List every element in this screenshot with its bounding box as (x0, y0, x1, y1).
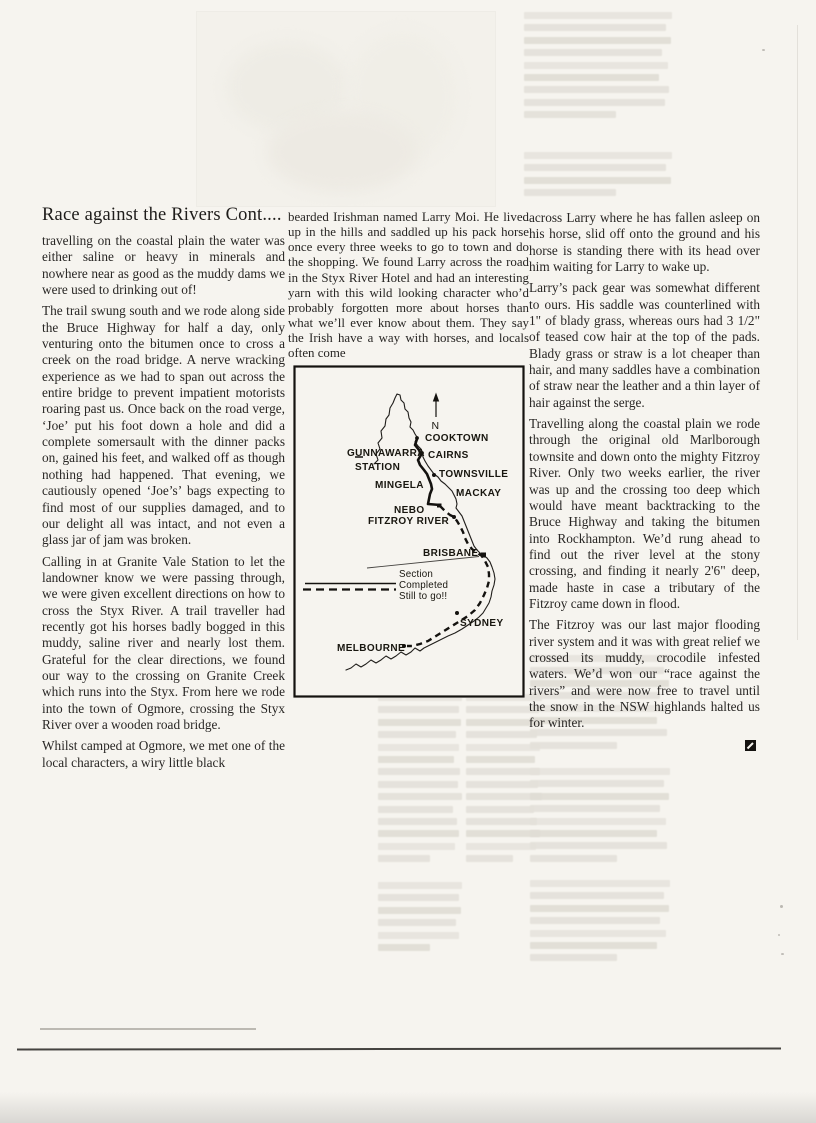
article-column-3 (529, 210, 760, 753)
bleedthrough-photo (197, 12, 495, 206)
map-label-nebo: NEBO (394, 505, 425, 516)
map-label-sydney: SYDNEY (460, 618, 504, 629)
map-label-mingela: MINGELA (375, 480, 424, 491)
map-label-cairns: CAIRNS (428, 450, 469, 461)
paragraph: Whilst camped at Ogmore, we met one of the local characters, a wiry little black (42, 738, 285, 770)
townsville-marker (432, 473, 436, 477)
scan-speck (778, 934, 780, 936)
bleedthrough-text (524, 152, 672, 202)
bleedthrough-blob (267, 112, 417, 192)
bleedthrough-text (530, 768, 670, 867)
bleedthrough-text (530, 880, 670, 967)
paragraph: Travelling along the coastal plain we rode through the original old Marlborough townsite and down onto the mighty Fitzroy River. Only two weeks earlier, the river was up and the crossing too deep which would have meant backtracking to the Bruce Highway and taking the bitumen into Rockhampton. We’d rung ahead to find out the river level at the stony crossing, and finding it nearly 2'6" deep, made haste in case a tributary of the Fitzroy came down in flood. (529, 416, 760, 611)
paragraph: travelling on the coastal plain the water was either saline or heavy in minerals and nowhere near as good as the muddy dams we were used to drinking out of! (42, 233, 285, 298)
route-map (293, 365, 525, 698)
legend-label-section: Section (399, 569, 434, 580)
article-column-1 (42, 233, 285, 776)
end-of-article-mark-icon (745, 740, 756, 751)
paragraph: The Fitzroy was our last major flooding river system and it was with great relief we crossed its muddy, crocodile infested waters. We’d won our “race against the rivers” and were now free to travel until the snow in the NSW highlands halted us for winter. (529, 617, 760, 731)
map-label-fitzroy-river: FITZROY RIVER (368, 516, 450, 527)
end-of-article-row (529, 737, 760, 753)
bleedthrough-text (378, 882, 462, 956)
article-title: Race against the Rivers Cont.... (42, 205, 282, 225)
cooktown-marker (415, 436, 419, 440)
divider-line-light (40, 1028, 256, 1030)
legend-label-still-to-go: Still to go!! (399, 591, 448, 602)
map-label-mackay: MACKAY (456, 488, 502, 499)
fitzroy-river-marker (452, 515, 456, 519)
scan-speck (780, 905, 783, 908)
scan-speck (781, 953, 784, 955)
paragraph: bearded Irishman named Larry Moi. He lived up in the hills and saddled up his pack horse once every three weeks to go to town and do the shopping. We found Larry across the road in the Styx River Hotel and had an interesting yarn with this wild looking character who’d probably forgotten more about horses than what we’ll ever know about them. They say the Irish have a way with horses, and locals often come (288, 210, 529, 361)
paragraph: The trail swung south and we rode along side the Bruce Highway for half a day, only venturing onto the bitumen once to cross a creek on the road bridge. A nerve wracking experience as we had to span out across the entire bridge to prevent impatient motorists roaring past us. Once back on the road verge, ‘Joe’ put his foot down a hole and did a complete somersault with the dinner packs on, gained his feet, and walked off as though nothing had happened. That evening, we cautiously opened ‘Joe’s’ bags expecting to find most of our supplies damaged, and to our delight all was intact, and not even a glass jar of jam was broken. (42, 303, 285, 548)
brisbane-marker (481, 553, 486, 558)
scan-edge-shadow (0, 1092, 816, 1123)
north-label: N (431, 420, 440, 432)
paragraph: across Larry where he has fallen asleep on his horse, slid off onto the ground and his horse is standing there with its head over him waiting for Larry to wake up. (529, 210, 760, 275)
map-label-melbourne: MELBOURNE (337, 643, 406, 654)
map-label-station: STATION (355, 462, 401, 473)
bleedthrough-text (524, 12, 672, 124)
map-label-cooktown: COOKTOWN (425, 433, 489, 444)
bleedthrough-text (378, 694, 462, 867)
nebo-marker (437, 504, 442, 508)
scan-speck (762, 49, 765, 51)
paragraph: Calling in at Granite Vale Station to let the landowner know we were passing through, we were given excellent directions on how to cross the Styx River. A trail traveller had recently got his horses badly bogged in this muddy, saline river and nearly lost them. Grateful for the clear directions, we found our way to the crossing on Granite Creek which runs into the Styx. From here we rode into the town of Ogmore, crossing the Styx River over a wooden road bridge. (42, 553, 285, 732)
map-label-townsville: TOWNSVILLE (439, 469, 509, 480)
page-edge-line (797, 25, 798, 640)
legend-label-completed: Completed (399, 580, 449, 591)
divider-line-dark (17, 1047, 781, 1050)
map-label-brisbane: BRISBANE (423, 548, 479, 559)
article-column-2 (288, 210, 529, 367)
map-label-gunnawarra: GUNNAWARRA (347, 448, 425, 459)
paragraph: Larry’s pack gear was somewhat different to ours. His saddle was counterlined with 1" of blady grass, whereas ours had 3 1/2" of teased cow hair at the top of the pads. Blady grass or straw is a lot cheaper than hair, and many saddles have a combination of straw near the leather and a thin layer of hair against the serge. (529, 280, 760, 410)
sydney-marker (455, 611, 459, 615)
